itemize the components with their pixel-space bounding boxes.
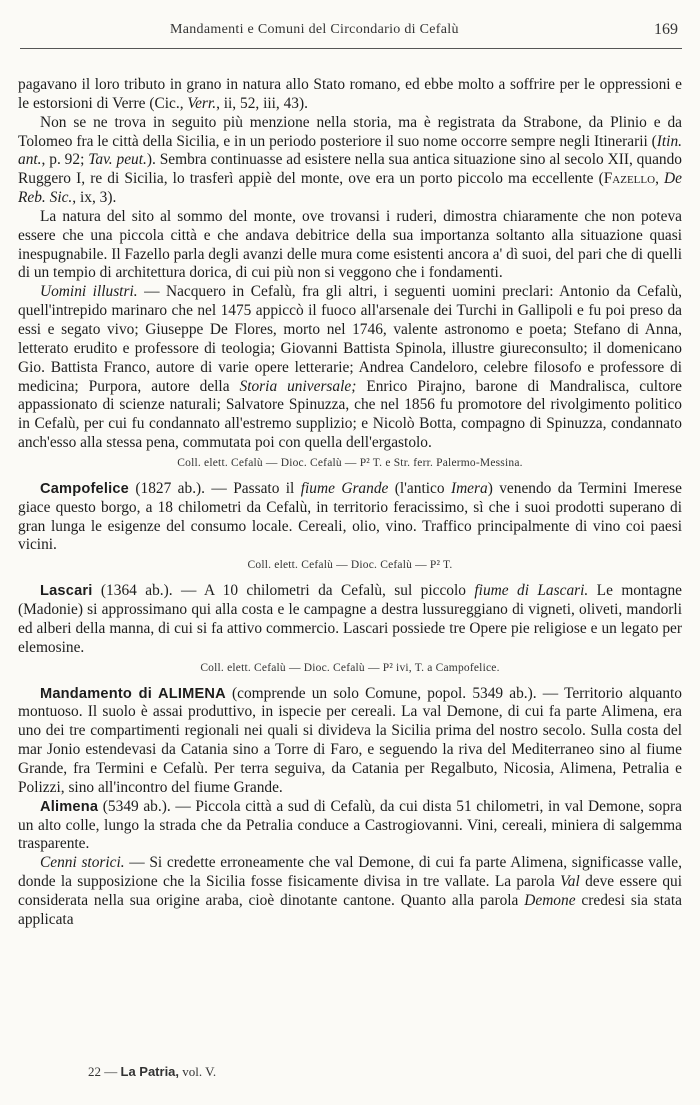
running-title: Mandamenti e Comuni del Circondario di Cefalù (170, 22, 459, 37)
collegio-note: Coll. elett. Cefalù — Dioc. Cefalù — P² T. e Str. ferr. Palermo-Messina. (177, 456, 523, 469)
entry-campofelice: Campofelice (1827 ab.). — Passato il fiume Grande (l'antico Imera) venendo da Termini Imerese giace questo borgo, a 18 chilometri da Cefalù, in territorio feracissimo, sì che i suoi prodotti superano di gran lunga le esigenze del consumo locale. Cereali, olio, vino. Traffico principalmente di vino coi paesi vicini. (18, 479, 683, 554)
entry-title: Mandamento di ALIMENA (40, 685, 226, 702)
entry-title: Campofelice (40, 480, 129, 497)
page-number: 169 (654, 21, 678, 38)
paragraph-cenni-storici: Cenni storici. — Si credette erroneamente che val Demone, di cui fa parte Alimena, significasse valle, donde la supposizione che la Sicilia fosse fisicamente divisa in tre vallate. La parola Val deve essere qui considerata nella sua origine araba, cioè dinotante cantone. Quanto alla parola Demone credesi sia stata applicata (18, 854, 682, 928)
paragraph: Non se ne trova in seguito più menzione nella storia, ma è registrata da Strabone, da Plinio e da Tolomeo fra le città della Sicilia, e in un periodo posteriore il suo nome occorre sempre negli Itinerarii (Itin. ant., p. 92; Tav. peut.). Sembra continuasse ad esistere nella sua antica situazione sino al secolo XII, quando Ruggero I, re di Sicilia, lo trasferì appiè del monte, ove era un porto piccolo ma eccellente (Fazello, De Reb. Sic., ix, 3). (18, 113, 682, 207)
entry-title: Lascari (40, 583, 93, 600)
entry-title: Alimena (40, 798, 99, 815)
signature-mark: 22 — (88, 1064, 118, 1079)
paragraph: pagavano il loro tributo in grano in natura allo Stato romano, ed ebbe molto a soffrire per le oppressioni e le estorsioni di Verre (Cic., Verr., ii, 52, iii, 43). (18, 76, 682, 112)
entry-mandamento-alimena: Mandamento di ALIMENA (comprende un solo Comune, popol. 5349 ab.). — Territorio alquanto montuoso. Il suolo è assai produttivo, in ispecie per cereali. La val Demone, di cui fa parte Alimena, era uno dei tre compartimenti regionali nei quali si divideva la Sicilia prima del nostro secolo. Sulla costa del mar Jonio estendevasi da Catania sino a Torre di Faro, e seguendo la riva del Mediterraneo sino al fiume Grande, fra Termini e Cefalù. Per terra seguiva, da Catania per Regalbuto, Nicosia, Alimena, Petralia e Polizzi, sino all'incontro del fiume Grande. (18, 684, 682, 796)
section-heading: Uomini illustri. (40, 283, 138, 301)
paragraph-uomini-illustri: Uomini illustri. — Nacquero in Cefalù, fra gli altri, i seguenti uomini preclari: Antonio da Cefalù, quell'intrepido marinaro che nel 1475 appiccò il fuoco all'arsenale dei Turchi in Gallipoli e fu poi preso da essi e segato vivo; Giuseppe De Flores, morto nel 1746, valente astronomo e poeta; Stefano di Anna, letterato erudito e professore di teologia; Giovanni Battista Spinola, illustre giureconsulto; il domenicano Gio. Battista Franco, autore di varie opere letterarie; Andrea Candeloro, celebre filosofo e professore di medicina; Purpora, autore della Storia universale; Enrico Pirajno, barone di Mandralisca, cultore appassionato di scienze naturali; Salvatore Spinuzza, che nel 1856 fu promotore del rivolgimento politico in Cefalù, per cui fu condannato all'estremo supplizio; e Nicolò Botta, compagno di Spinuzza, condannato anch'esso alla stessa pena, commutata poi con quella dell'ergastolo. (18, 283, 683, 452)
volume-label: vol. V. (182, 1064, 217, 1079)
page-footer (88, 1064, 216, 1080)
collegio-note: Coll. elett. Cefalù — Dioc. Cefalù — P² ivi, T. a Campofelice. (200, 661, 500, 674)
section-heading: Cenni storici. (40, 854, 125, 872)
page-header (20, 22, 682, 49)
page-body (18, 76, 682, 930)
collegio-note: Coll. elett. Cefalù — Dioc. Cefalù — P² T. (247, 559, 453, 572)
entry-alimena: Alimena (5349 ab.). — Piccola città a sud di Cefalù, da cui dista 51 chilometri, in val Demone, sopra un alto colle, lungo la strada che da Petralia conduce a Castrogiovanni. Vini, cereali, miniera di salgemma trasparente. (18, 797, 682, 853)
paragraph: La natura del sito al sommo del monte, ove trovansi i ruderi, dimostra chiaramente che non poteva essere che una piccola città e che andava debitrice della sua importanza soltanto alla situazione quasi inespugnabile. Il Fazello parla degli avanzi delle mura come esistenti ancora a' dì suoi, del pari che di quelli di un tempio di architettura dorica, di cui più non si veggono che i fondamenti. (18, 207, 682, 282)
entry-lascari: Lascari (1364 ab.). — A 10 chilometri da Cefalù, sul piccolo fiume di Lascari. Le montagne (Madonie) si approssimano qui alla costa e le campagne a destra lussureggiano di vigneti, oliveti, mandorli ed alberi della manna, di cui si fa attivo commercio. Lascari possiede tre Opere pie religiose e un legato per elemosine. (18, 582, 683, 656)
work-title: La Patria, (120, 1064, 180, 1079)
